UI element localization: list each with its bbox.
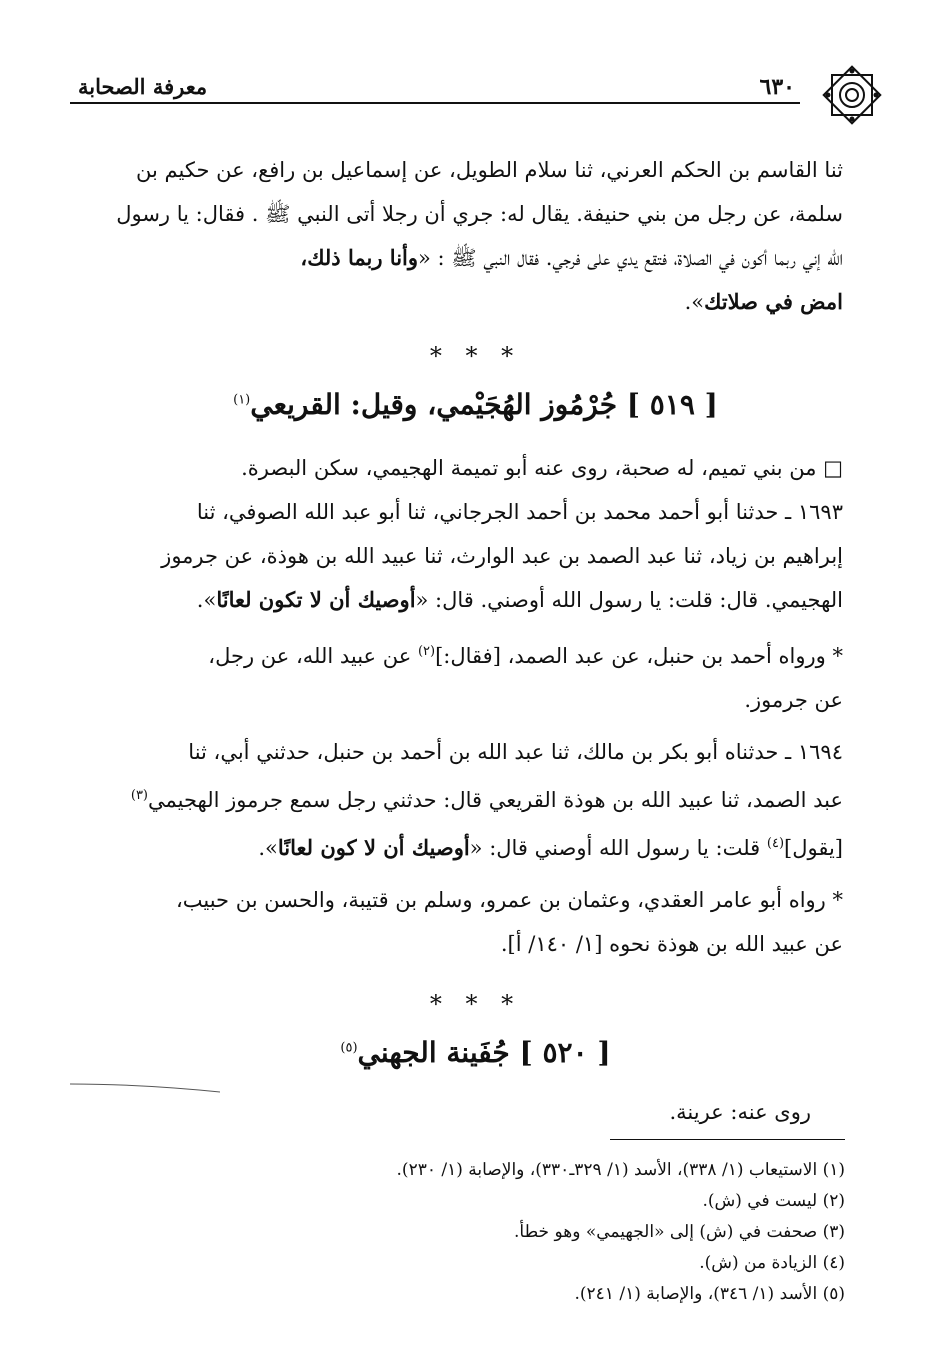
header-rule [70,102,800,104]
opening-paragraph [78,148,843,324]
footnote-ref: (٤) [766,836,785,851]
entry-519-body [78,446,843,966]
text-line: امض في صلاتك». [684,289,843,314]
text-line: * ورواه أحمد بن حنبل، عن عبد الصمد، [فقال:]$^{(٢)}$ عن عبيد الله، عن رجل، [208,644,843,668]
footnote: (١) الاستيعاب (١/ ٣٣٨)، الأسد (١/ ٣٢٩ـ٣٣٠)، والإصابة (١/ ٢٣٠). [396,1160,845,1180]
section-separator: * * * [429,342,522,370]
text-line: إبراهيم بن زياد، ثنا عبد الصمد بن عبد الوارث، ثنا عبيد الله بن هوذة، عن جرموز [161,544,843,568]
entry-intro: روى عنه: عرينة. [669,1100,811,1124]
entry-intro: □ من بني تميم، له صحبة، روى عنه أبو تميمة الهجيمي، سكن البصرة. [241,456,843,480]
page-number: ٦٣٠ [759,74,795,100]
footnote: (٣) صحفت في (ش) إلى «الجهيمي» وهو خطأ. [514,1222,845,1242]
footnote-rule [610,1139,845,1140]
text-line: الله إني ربما أكون في الصلاة، فتقع يدي على فرجي. فقال النبي ﷺ : «وأنا ربما ذلك، [300,245,843,270]
text-line: عن عبيد الله بن هوذة نحوه [١/ ١٤٠/ أ]. [500,932,843,956]
entry-heading-520: [ ٥٢٠ ] جُفَينة الجهني$^{(٥)}$ [340,1036,611,1069]
octagram-ornament-icon [819,62,885,128]
footnote-ref: (٥) [340,1040,358,1056]
text-line: ١٦٩٤ ـ حدثناه أبو بكر بن مالك، ثنا عبد الله بن أحمد بن حنبل، حدثني أبي، ثنا [188,740,843,764]
text-line: [يقول]$^{(٤)}$ قلت: يا رسول الله أوصني قال: «أوصيك أن لا كون لعانًا». [258,835,843,860]
footnote: (٥) الأسد (١/ ٣٤٦)، والإصابة (١/ ٢٤١). [574,1284,845,1304]
footnote-ref: (٣) [130,788,148,803]
text-line: عبد الصمد، ثنا عبيد الله بن هوذة القريعي قال: حدثني رجل سمع جرموز الهجيمي$^{(٣)}$ [130,788,843,812]
text-line: سلمة، عن رجل من بني حنيفة. يقال له: جري أن رجلا أتى النبي ﷺ . فقال: يا رسول [116,202,843,226]
footnotes [75,1155,845,1310]
footnote: (٢) ليست في (ش). [702,1191,845,1211]
text-line: * رواه أبو عامر العقدي، وعثمان بن عمرو، وسلم بن قتيبة، والحسن بن حبيب، [175,888,843,912]
footnote-ref: (١) [233,392,251,408]
footnote: (٤) الزيادة من (ش). [699,1253,845,1273]
text-line: ١٦٩٣ ـ حدثنا أبو أحمد محمد بن أحمد الجرجاني، ثنا أبو عبد الله الصوفي، ثنا [196,500,843,524]
text-line: عن جرموز. [744,688,843,712]
entry-heading-519: [ ٥١٩ ] جُرْمُوز الهُجَيْمي، وقيل: القريعي$^{(١)}$ [233,388,718,421]
entry-520-body [111,1090,811,1134]
page-header [70,62,885,132]
section-separator: * * * [429,990,522,1018]
footnote-ref: (٢) [417,644,436,659]
text-line: ثنا القاسم بن الحكم العرني، ثنا سلام الطويل، عن إسماعيل بن رافع، عن حكيم بن [136,158,843,182]
running-title: معرفة الصحابة [78,74,208,99]
text-line: الهجيمي. قال: قلت: يا رسول الله أوصني. قال: «أوصيك أن لا تكون لعانًا». [196,587,843,612]
